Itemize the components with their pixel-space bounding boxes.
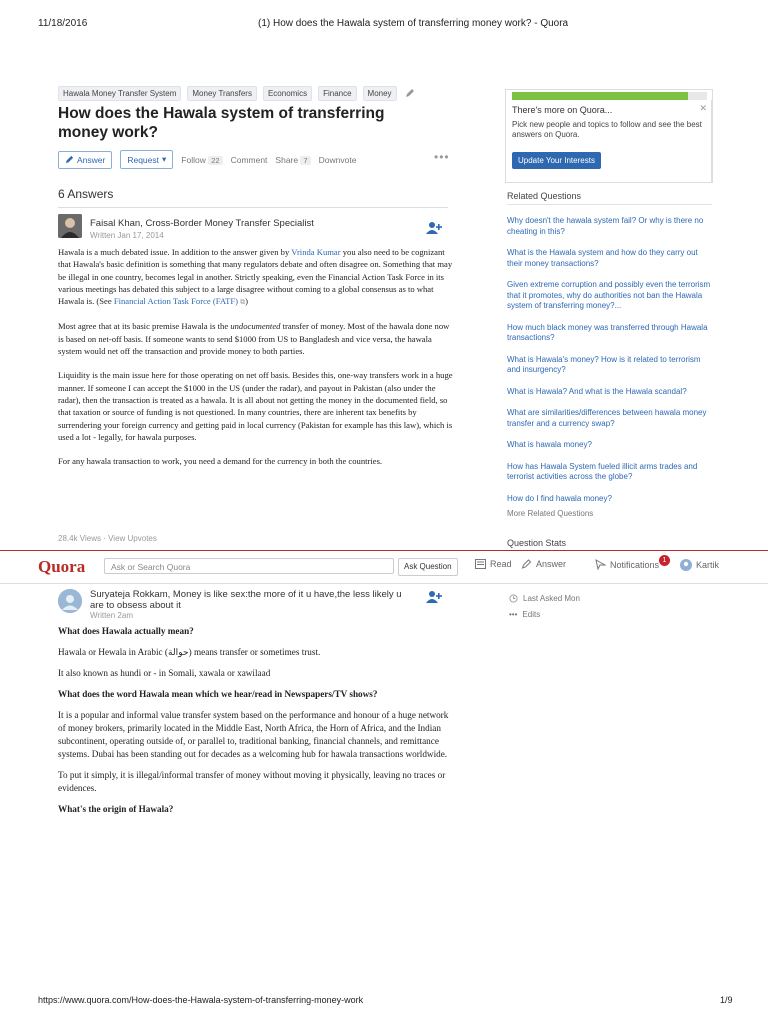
panel-text: Pick new people and topics to follow and see the best answers on Quora. (512, 120, 702, 139)
request-button-label: Request (127, 154, 160, 165)
related-question-link[interactable]: What are similarities/differences between hawala money transfer and a currency swap? (507, 408, 707, 428)
text: Most agree that at its basic premise Hawala is the (58, 321, 231, 332)
related-question-link[interactable]: What is Hawala's money? How is it related to terrorism and insurgency? (507, 354, 701, 374)
related-question-link[interactable]: What is the Hawala system and how do they carry out their money transactions? (507, 248, 698, 268)
last-asked-label: Last Asked Mon (523, 594, 580, 603)
answer-author[interactable]: Faisal Khan, Cross-Border Money Transfer Specialist (90, 218, 314, 229)
nav-answer-label: Answer (536, 559, 567, 569)
nav-read[interactable] (475, 559, 512, 569)
answer-heading: What does Hawala actually mean? (58, 626, 194, 636)
comment-button[interactable]: Comment (230, 154, 268, 165)
read-icon (475, 559, 486, 569)
answer-author[interactable]: Suryateja Rokkam, Money is like sex:the more of it u have,the less likely u are to obsess about it (90, 589, 402, 611)
text: Hawala is a much debated issue. In addition to the answer given by (58, 247, 292, 257)
answer-button-label: Answer (77, 154, 106, 165)
share-label: Share (275, 154, 299, 165)
user-link[interactable]: Vrinda Kumar (291, 247, 341, 257)
answer-heading: What does the word Hawala mean which we hear/read in Newspapers/TV shows? (58, 689, 378, 699)
answer-paragraph: It also known as hundi or - in Somali, xawala or xawilaad (58, 668, 271, 678)
related-question-link[interactable]: Why doesn't the hawala system fail? Or why is there no cheating in this? (507, 216, 704, 236)
answer-button[interactable] (58, 151, 112, 169)
edits-stat[interactable] (509, 610, 540, 619)
answer-date[interactable]: Written Jan 17, 2014 (90, 231, 164, 240)
more-related-link[interactable]: More Related Questions (507, 509, 594, 518)
answer-paragraph: Hawala or Hewala in Arabic (حوالة) means transfer or sometimes trust. (58, 647, 321, 657)
question-title: How does the Hawala system of transferring money work? (58, 105, 385, 141)
follow-button[interactable] (181, 155, 222, 165)
answer-paragraph (58, 246, 453, 308)
related-question-link[interactable]: Given extreme corruption and possibly even the terrorism that it promotes, why do authorities not ban the Hawala system of transferring money?... (507, 280, 711, 310)
last-asked-stat (509, 594, 580, 603)
topic-tag[interactable]: Finance (318, 86, 356, 101)
external-link-icon: ⧉ (240, 298, 246, 307)
question-actions (58, 150, 356, 169)
downvote-button[interactable]: Downvote (318, 154, 357, 165)
related-questions-list (507, 216, 712, 518)
more-options-icon[interactable]: ••• (434, 150, 450, 164)
share-button[interactable] (275, 155, 310, 165)
divider (58, 207, 448, 208)
panel-title: There's more on Quora... (512, 105, 613, 115)
pencil-icon (521, 559, 532, 569)
avatar[interactable] (58, 214, 82, 238)
close-icon[interactable]: ✕ (699, 103, 707, 113)
related-question-link[interactable]: How much black money was transferred through Hawala transactions? (507, 322, 708, 342)
author-photo (58, 589, 82, 613)
nav-notifications-label: Notifications (610, 559, 660, 570)
top-navbar (0, 550, 768, 584)
follow-count: 22 (208, 156, 222, 165)
divider (507, 204, 712, 205)
notification-badge: 1 (659, 555, 670, 566)
answer-paragraph: To put it simply, it is illegal/informal transfer of money without moving it physically, leaving no traces or evidences. (58, 770, 446, 793)
text: ) (245, 296, 249, 307)
text: undocumented (230, 321, 281, 332)
quora-logo[interactable]: Quora (38, 557, 86, 576)
answer-date[interactable]: Written 2am (90, 611, 133, 620)
follow-label: Follow (181, 154, 206, 165)
question-stats-title: Question Stats (507, 538, 567, 548)
nav-notifications[interactable] (595, 559, 659, 570)
pencil-icon (65, 155, 74, 164)
print-page-title: (1) How does the Hawala system of transferring money work? - Quora (258, 18, 569, 29)
answer-body (58, 246, 453, 479)
answer-heading: What's the origin of Hawala? (58, 804, 174, 814)
answer-paragraph (58, 320, 453, 357)
nav-user-label: Kartik (696, 560, 720, 570)
edit-topics-pencil-icon[interactable] (405, 88, 415, 98)
answer-paragraph: Liquidity is the main issue here for those operating on net off basis. Besides this, one-way transfers work in a huge manner. If someone I can accept the $1000 in the US (under the radar), and payout in Pakistan (also under the radar), then the transaction is treated as a hawala. It is all about not getting the money in the documented field, so that taxation or source of funding is not questioned. In many countries, there are inherent tax benefits by surrendering your foreign currency and getting paid in local currency (Pakistan for example has this law), which is used a lot - legally, for hawala purposes. (58, 370, 453, 442)
panel-scroll-edge (711, 100, 712, 182)
follow-user-icon[interactable] (426, 590, 442, 604)
user-avatar-icon (680, 559, 692, 571)
view-count[interactable]: 28.4k Views · View Upvotes (58, 534, 157, 543)
related-questions-title: Related Questions (507, 191, 582, 201)
answers-count: 6 Answers (58, 187, 114, 201)
answer-body (58, 625, 453, 828)
avatar[interactable] (58, 589, 82, 613)
related-question-link[interactable]: How has Hawala System fueled illicit arms trades and terrorist activities across the globe? (507, 461, 698, 481)
progress-fill (512, 92, 688, 100)
more-on-quora-panel (505, 89, 713, 183)
ask-question-button[interactable]: Ask Question (398, 558, 458, 576)
answer-paragraph: It is a popular and informal value transfer system based on the performance and honour of a huge network of money brokers, primarily located in the Middle East, North Africa, the Horn of Africa, and the Indian subcontinent, operating outside of, or parallel to, traditional banking, financial channels, and remittance systems. Dubai has been standing out for decades as a welcoming hub for hawala transactions worldwide. (58, 710, 449, 759)
share-count: 7 (300, 156, 310, 165)
chevron-down-icon: ▾ (162, 154, 167, 164)
author-photo (58, 214, 82, 238)
related-question-link[interactable]: What is hawala money? (507, 440, 592, 449)
topic-tag[interactable]: Hawala Money Transfer System (58, 86, 181, 101)
nav-read-label: Read (490, 559, 512, 569)
answer-paragraph: For any hawala transaction to work, you need a demand for the currency in both the countries. (58, 456, 383, 467)
text: transfer of money. Most of the hawala done now is based on net-off basis. If someone wants to send $1000 from US to Bangladesh and vice versa, the hawala system would net off the transaction and provide money to both parties. (58, 321, 450, 357)
clock-icon (509, 594, 518, 603)
fatf-link[interactable]: Financial Action Task Force (FATF) (113, 296, 238, 307)
progress-bar (512, 92, 707, 100)
topic-tag[interactable]: Economics (263, 86, 312, 101)
related-question-link[interactable]: What is Hawala? And what is the Hawala scandal? (507, 386, 687, 396)
topic-list (58, 86, 415, 101)
search-input[interactable]: Ask or Search Quora (104, 558, 394, 574)
notifications-icon (595, 559, 606, 570)
follow-user-icon[interactable] (426, 221, 442, 235)
request-button[interactable] (120, 150, 173, 169)
dash-icon: ••• (509, 610, 518, 619)
related-question-link[interactable]: How do I find hawala money? (507, 493, 612, 503)
nav-answer[interactable] (521, 559, 566, 569)
topic-tag[interactable]: Money Transfers (187, 86, 257, 101)
print-url: https://www.quora.com/How-does-the-Hawala-system-of-transferring-money-work (38, 995, 364, 1005)
print-page-number: 1/9 (720, 995, 733, 1005)
nav-user[interactable] (680, 559, 719, 571)
print-date: 11/18/2016 (38, 18, 88, 29)
topic-tag[interactable]: Money (363, 86, 397, 101)
edits-label: Edits (522, 610, 541, 619)
update-interests-button[interactable]: Update Your Interests (512, 152, 601, 169)
text: you also need to be cognizant that Hawala's basic definition is something that many regulators debate and often disagree on. Something that may be illegal in one country, becomes legal in another. Strictly speaking, even the Financial Action Task Force in its various meetings has debated this subject to a large disagree without coming to a global consensus as to what Hawala is. (See (58, 247, 453, 307)
